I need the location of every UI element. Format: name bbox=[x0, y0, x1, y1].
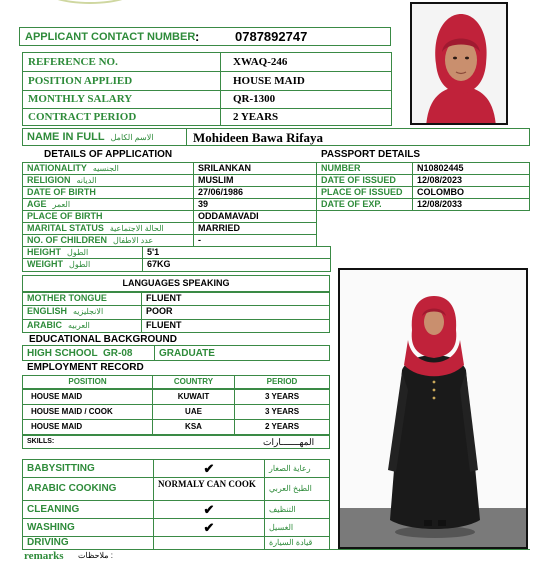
language-label-2-ar: العربيه bbox=[68, 321, 90, 330]
detail-label-8 bbox=[22, 258, 143, 272]
passport-value-2: COLOMBO bbox=[412, 186, 530, 199]
portrait-illustration bbox=[412, 4, 508, 125]
full-body-illustration bbox=[340, 270, 526, 547]
remarks-label-ar: ملاحظات : bbox=[78, 551, 113, 560]
detail-label-8-ar: الطول bbox=[69, 260, 91, 269]
skills-table bbox=[22, 459, 330, 549]
language-label-0-text: MOTHER TONGUE bbox=[27, 293, 107, 303]
detail-label-6-ar: عدد الاطفال bbox=[113, 236, 154, 245]
employment-header-0: POSITION bbox=[22, 375, 153, 389]
contract-value: 2 YEARS bbox=[233, 111, 279, 123]
position-label: POSITION APPLIED bbox=[28, 75, 133, 87]
languages-title-row bbox=[22, 275, 330, 292]
skill-label-ar-1: الطبخ العربي bbox=[264, 477, 330, 501]
passport-value-3: 12/08/2033 bbox=[412, 198, 530, 211]
language-label-1-text: ENGLISH bbox=[27, 306, 68, 316]
language-value-0: FLUENT bbox=[141, 292, 330, 306]
reference-value: XWAQ-246 bbox=[233, 56, 288, 68]
skill-label-0: BABYSITTING bbox=[22, 459, 154, 478]
detail-label-7-text: HEIGHT bbox=[27, 247, 62, 257]
employment-title: EMPLOYMENT RECORD bbox=[27, 362, 144, 373]
detail-value-0: SRILANKAN bbox=[193, 162, 317, 175]
detail-label-5-text: MARITAL STATUS bbox=[27, 223, 104, 233]
education-title: EDUCATIONAL BACKGROUND bbox=[29, 334, 177, 345]
detail-label-6-text: NO. OF CHILDREN bbox=[27, 235, 107, 245]
detail-label-7-ar: الطول bbox=[67, 248, 89, 257]
passport-label-1: DATE OF ISSUED bbox=[316, 174, 413, 187]
education-result: GRADUATE bbox=[159, 348, 215, 359]
detail-label-2-text: DATE OF BIRTH bbox=[27, 187, 96, 197]
language-value-2: FLUENT bbox=[141, 319, 330, 333]
skill-value-0: ✔ bbox=[153, 459, 265, 478]
language-value-1: POOR bbox=[141, 305, 330, 320]
employment-header-2: PERIOD bbox=[234, 375, 330, 389]
education-row bbox=[22, 345, 330, 361]
language-label-2-text: ARABIC bbox=[27, 320, 62, 330]
skill-value-3: ✔ bbox=[153, 518, 265, 537]
skill-label-2: CLEANING bbox=[22, 500, 154, 519]
employment-cell-2-1: KSA bbox=[152, 419, 235, 435]
detail-value-4: ODDAMAVADI bbox=[193, 210, 317, 223]
contract-label: CONTRACT PERIOD bbox=[28, 111, 137, 123]
contact-number-row bbox=[19, 27, 391, 46]
applicant-portrait-photo bbox=[410, 2, 508, 125]
header-decoration bbox=[40, 0, 140, 4]
education-grade: GR-08 bbox=[103, 348, 133, 359]
skill-label-3: WASHING bbox=[22, 518, 154, 537]
skill-label-ar-3: الغسيل bbox=[264, 518, 330, 537]
passport-label-0: NUMBER bbox=[316, 162, 413, 175]
salary-label: MONTHLY SALARY bbox=[28, 93, 133, 105]
skill-value-2: ✔ bbox=[153, 500, 265, 519]
remarks-row bbox=[22, 549, 530, 561]
contact-number: 0787892747 bbox=[235, 29, 308, 44]
detail-label-4-text: PLACE OF BIRTH bbox=[27, 211, 103, 221]
contact-label: APPLICANT CONTACT NUMBER bbox=[25, 31, 196, 43]
skill-label-ar-4: قيادة السيارة bbox=[264, 536, 330, 550]
detail-value-6: - bbox=[193, 234, 317, 247]
employment-cell-0-1: KUWAIT bbox=[152, 389, 235, 405]
language-label-2 bbox=[22, 319, 142, 333]
employment-cell-1-1: UAE bbox=[152, 404, 235, 420]
education-label: HIGH SCHOOL bbox=[27, 348, 98, 359]
passport-title: PASSPORT DETAILS bbox=[321, 149, 421, 160]
skill-label-ar-0: رعاية الصغار bbox=[264, 459, 330, 478]
name-value: Mohideen Bawa Rifaya bbox=[193, 130, 323, 145]
passport-label-2: PLACE OF ISSUED bbox=[316, 186, 413, 199]
detail-label-5-ar: الحالة الاجتماعية bbox=[109, 224, 164, 233]
languages-table bbox=[22, 292, 330, 333]
employment-cell-0-0: HOUSE MAID bbox=[22, 389, 153, 405]
contact-colon: : bbox=[195, 29, 200, 44]
details-table bbox=[22, 162, 332, 275]
reference-label: REFERENCE NO. bbox=[28, 56, 118, 68]
language-label-0 bbox=[22, 292, 142, 306]
top-fields-table bbox=[22, 52, 392, 126]
employment-cell-1-2: 3 YEARS bbox=[234, 404, 330, 420]
detail-label-0-ar: الجنسيه bbox=[92, 164, 119, 173]
details-title: DETAILS OF APPLICATION bbox=[44, 149, 173, 160]
skills-header-row bbox=[22, 435, 330, 449]
detail-label-1-ar: الديانه bbox=[76, 176, 97, 185]
skill-label-1: ARABIC COOKING bbox=[22, 477, 154, 501]
salary-value: QR-1300 bbox=[233, 93, 276, 105]
detail-label-3-ar: العمر bbox=[52, 200, 71, 209]
name-row bbox=[22, 128, 530, 146]
employment-cell-1-0: HOUSE MAID / COOK bbox=[22, 404, 153, 420]
skills-label-ar: المهـــــــارات bbox=[263, 437, 315, 447]
remarks-label: remarks bbox=[24, 550, 64, 562]
employment-cell-0-2: 3 YEARS bbox=[234, 389, 330, 405]
languages-title: LANGUAGES SPEAKING bbox=[122, 278, 230, 288]
passport-label-3: DATE OF EXP. bbox=[316, 198, 413, 211]
passport-table bbox=[316, 162, 530, 214]
detail-label-3-text: AGE bbox=[27, 199, 47, 209]
language-label-1-ar: الانجليزيه bbox=[73, 307, 104, 316]
skill-value-1: NORMALY CAN COOK bbox=[153, 477, 265, 501]
employment-header-1: COUNTRY bbox=[152, 375, 235, 389]
detail-label-8-text: WEIGHT bbox=[27, 259, 63, 269]
employment-table bbox=[22, 375, 330, 435]
detail-value-3: 39 bbox=[193, 198, 317, 211]
detail-value-5: MARRIED bbox=[193, 222, 317, 235]
detail-value-7: 5'1 bbox=[142, 246, 331, 259]
employment-cell-2-0: HOUSE MAID bbox=[22, 419, 153, 435]
detail-value-8: 67KG bbox=[142, 258, 331, 272]
detail-label-1-text: RELIGION bbox=[27, 175, 71, 185]
applicant-full-body-photo bbox=[338, 268, 528, 549]
language-label-1 bbox=[22, 305, 142, 320]
name-label: NAME IN FULL الاسم الكامل bbox=[27, 131, 154, 143]
passport-value-0: N10802445 bbox=[412, 162, 530, 175]
detail-value-2: 27/06/1986 bbox=[193, 186, 317, 199]
position-value: HOUSE MAID bbox=[233, 75, 305, 87]
detail-value-1: MUSLIM bbox=[193, 174, 317, 187]
skills-label: SKILLS: bbox=[27, 438, 55, 445]
skill-label-ar-2: التنظيف bbox=[264, 500, 330, 519]
detail-label-0-text: NATIONALITY bbox=[27, 163, 87, 173]
passport-value-1: 12/08/2023 bbox=[412, 174, 530, 187]
skill-label-4: DRIVING bbox=[22, 536, 154, 550]
skill-value-4 bbox=[153, 536, 265, 550]
employment-cell-2-2: 2 YEARS bbox=[234, 419, 330, 435]
